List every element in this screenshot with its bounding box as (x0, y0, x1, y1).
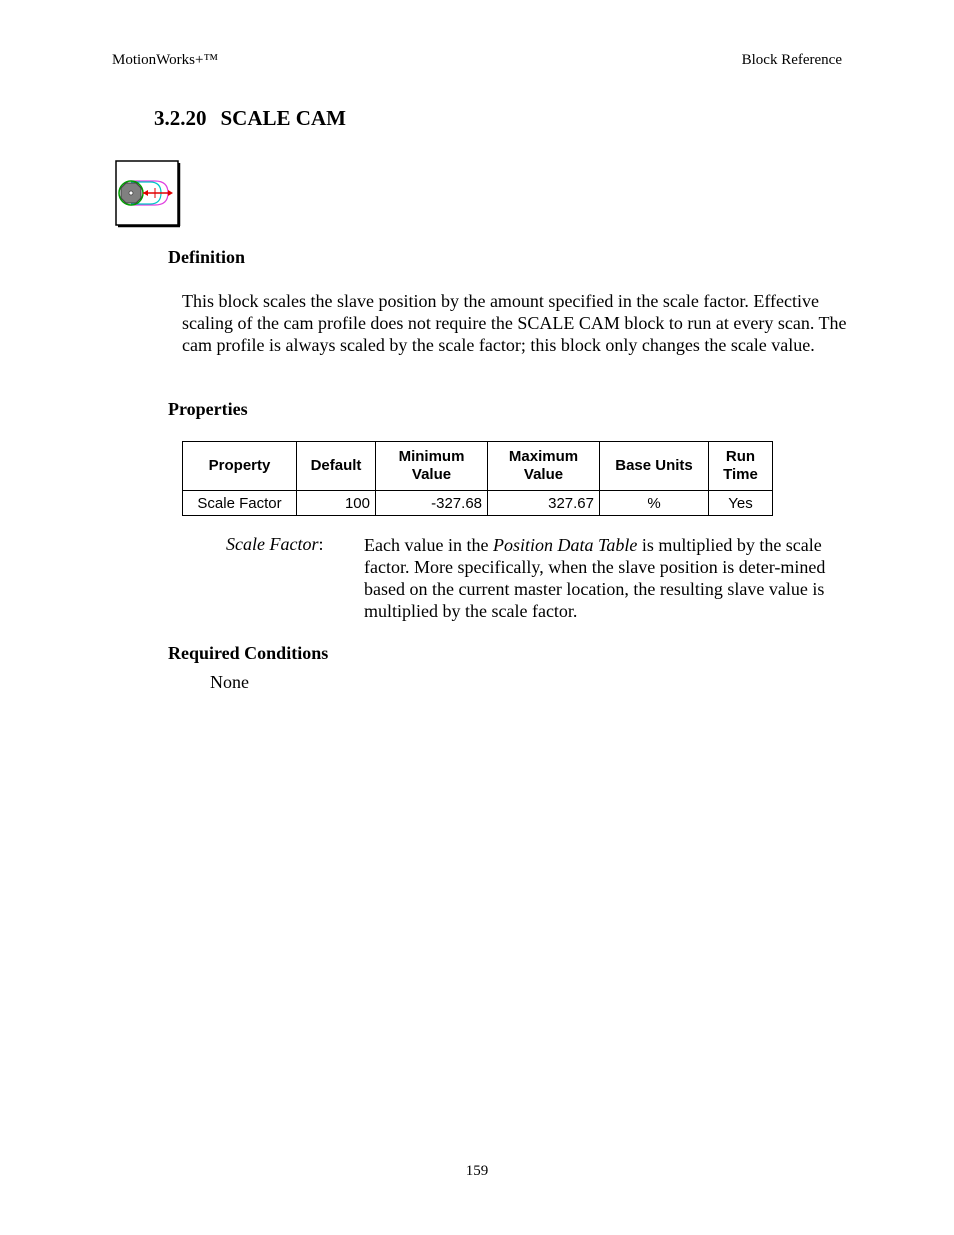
header-product: MotionWorks+™ (112, 52, 219, 68)
page-title (154, 106, 346, 131)
cell-property: Scale Factor (183, 491, 297, 516)
parameter-term-text: Scale Factor (226, 534, 319, 554)
column-header: Minimum Value (376, 442, 488, 491)
properties-table (182, 441, 773, 516)
cell-units: % (600, 491, 709, 516)
definition-text: This block scales the slave position by the amount specified in the scale factor. Effective scaling of the cam profile does not require the SCALE CAM block to run at every scan. The cam profile is always scaled by the scale factor; this block only changes the scale value. (182, 291, 847, 355)
table-row (183, 491, 773, 516)
section-name: SCALE CAM (220, 106, 346, 130)
column-header: Property (183, 442, 297, 491)
cell-default: 100 (297, 491, 376, 516)
parameter-desc-after: is multiplied by the scale factor. More specifically, when the slave position is deter-mined based on the current master location, the resulting slave value is multiplied by the scale factor. (364, 535, 826, 621)
parameter-desc-emphasis: Position Data Table (492, 535, 638, 555)
header-section: Block Reference (741, 52, 842, 68)
column-header: Run Time (709, 442, 773, 491)
cell-maximum: 327.67 (488, 491, 600, 516)
column-header: Default (297, 442, 376, 491)
required-conditions-value: None (210, 672, 249, 692)
table-header-row (183, 442, 773, 491)
parameter-description (364, 534, 846, 622)
required-conditions-heading: Required Conditions (168, 643, 329, 663)
parameter-term-colon: : (318, 534, 324, 554)
scale-cam-icon (115, 160, 181, 228)
cell-runtime: Yes (709, 491, 773, 516)
cell-minimum: -327.68 (376, 491, 488, 516)
definition-heading: Definition (168, 247, 246, 267)
column-header: Maximum Value (488, 442, 600, 491)
parameter-desc-before: Each value in the (364, 535, 493, 555)
section-number: 3.2.20 (154, 106, 207, 130)
properties-heading: Properties (168, 399, 248, 419)
column-header: Base Units (600, 442, 709, 491)
page-number: 159 (465, 1163, 489, 1179)
parameter-term (226, 534, 324, 555)
